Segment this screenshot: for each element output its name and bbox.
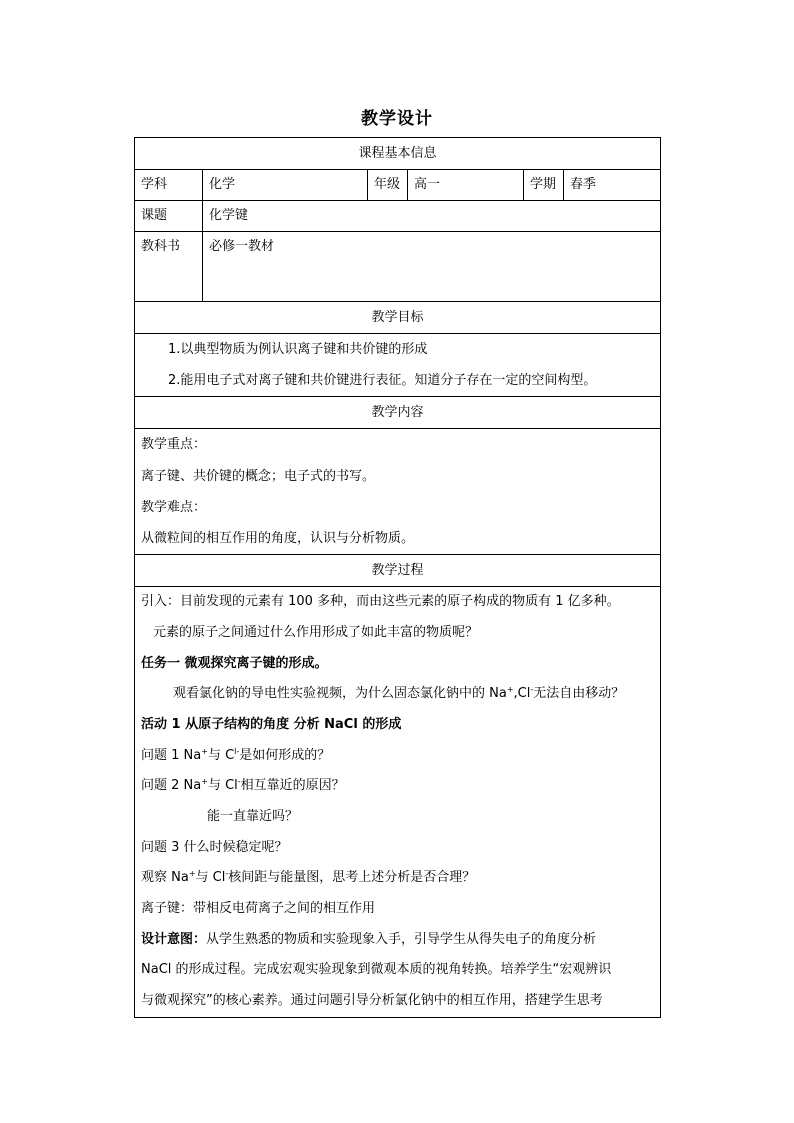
observe-line: 观看氯化钠的导电性实验视频，为什么固态氯化钠中的 Na+,Cl-无法自由移动？: [173, 685, 625, 702]
design-intent-line: NaCl 的形成过程。完成宏观实验现象到微观本质的视角转换。培养学生“宏观辨识: [141, 962, 612, 978]
process-body: [135, 587, 661, 1018]
intro-line: 元素的原子之间通过什么作用形成了如此丰富的物质呢？: [153, 624, 479, 640]
textbook-label: 教科书: [135, 232, 203, 302]
subject-label: 学科: [135, 170, 203, 201]
difficulty-label: 教学难点：: [141, 499, 207, 515]
difficulty-text: 从微粒间的相互作用的角度，认识与分析物质。: [141, 530, 415, 546]
design-intent-line: 设计意图：从学生熟悉的物质和实验现象入手，引导学生从得失电子的角度分析: [141, 931, 597, 947]
topic-label: 课题: [135, 201, 203, 232]
focus-text: 离子键、共价键的概念；电子式的书写。: [141, 468, 376, 484]
question-1: 问题 1 Na+与 $C^{l-}$是如何形成的？: [141, 746, 331, 763]
intro-line: 引入：目前发现的元素有 100 多种，而由这些元素的原子构成的物质有 1 亿多种。: [141, 594, 620, 610]
subject-value: 化学: [203, 170, 368, 201]
question-3: 问题 3 什么时候稳定呢？: [141, 839, 288, 855]
basic-info-header: 课程基本信息: [135, 138, 661, 170]
focus-label: 教学重点：: [141, 437, 207, 453]
lesson-plan-table: [134, 137, 661, 1018]
term-value: 春季: [564, 170, 661, 201]
objective-item: 1.以典型物质为例认识离子键和共价键的形成: [168, 342, 428, 357]
question-2: 问题 2 Na+与 Cl-相互靠近的原因？: [141, 777, 345, 794]
page-title: 教学设计: [361, 109, 433, 129]
term-label: 学期: [524, 170, 564, 201]
objectives-header: 教学目标: [135, 302, 661, 334]
textbook-value: 必修一教材: [203, 232, 661, 302]
task-heading: 任务一 微观探究离子键的形成。: [141, 655, 328, 671]
grade-value: 高一: [408, 170, 524, 201]
content-header: 教学内容: [135, 397, 661, 429]
objectives-list: [135, 334, 661, 397]
question-2-follow: 能一直靠近吗？: [207, 808, 299, 824]
content-body: [135, 429, 661, 555]
design-intent-line: 与微观探究”的核心素养。通过问题引导分析氯化钠中的相互作用，搭建学生思考: [141, 993, 603, 1009]
grade-label: 年级: [368, 170, 408, 201]
topic-value: 化学键: [203, 201, 661, 232]
activity-heading: 活动 1 从原子结构的角度 分析 NaCl 的形成: [141, 716, 402, 732]
process-header: 教学过程: [135, 555, 661, 587]
observe-line-2: 观察 Na+与 Cl-核间距与能量图，思考上述分析是否合理？: [141, 869, 476, 886]
objective-item: 2.能用电子式对离子键和共价键进行表征。知道分子存在一定的空间构型。: [168, 373, 597, 389]
ionic-bond-definition: 离子键：带相反电荷离子之间的相互作用: [141, 901, 376, 916]
